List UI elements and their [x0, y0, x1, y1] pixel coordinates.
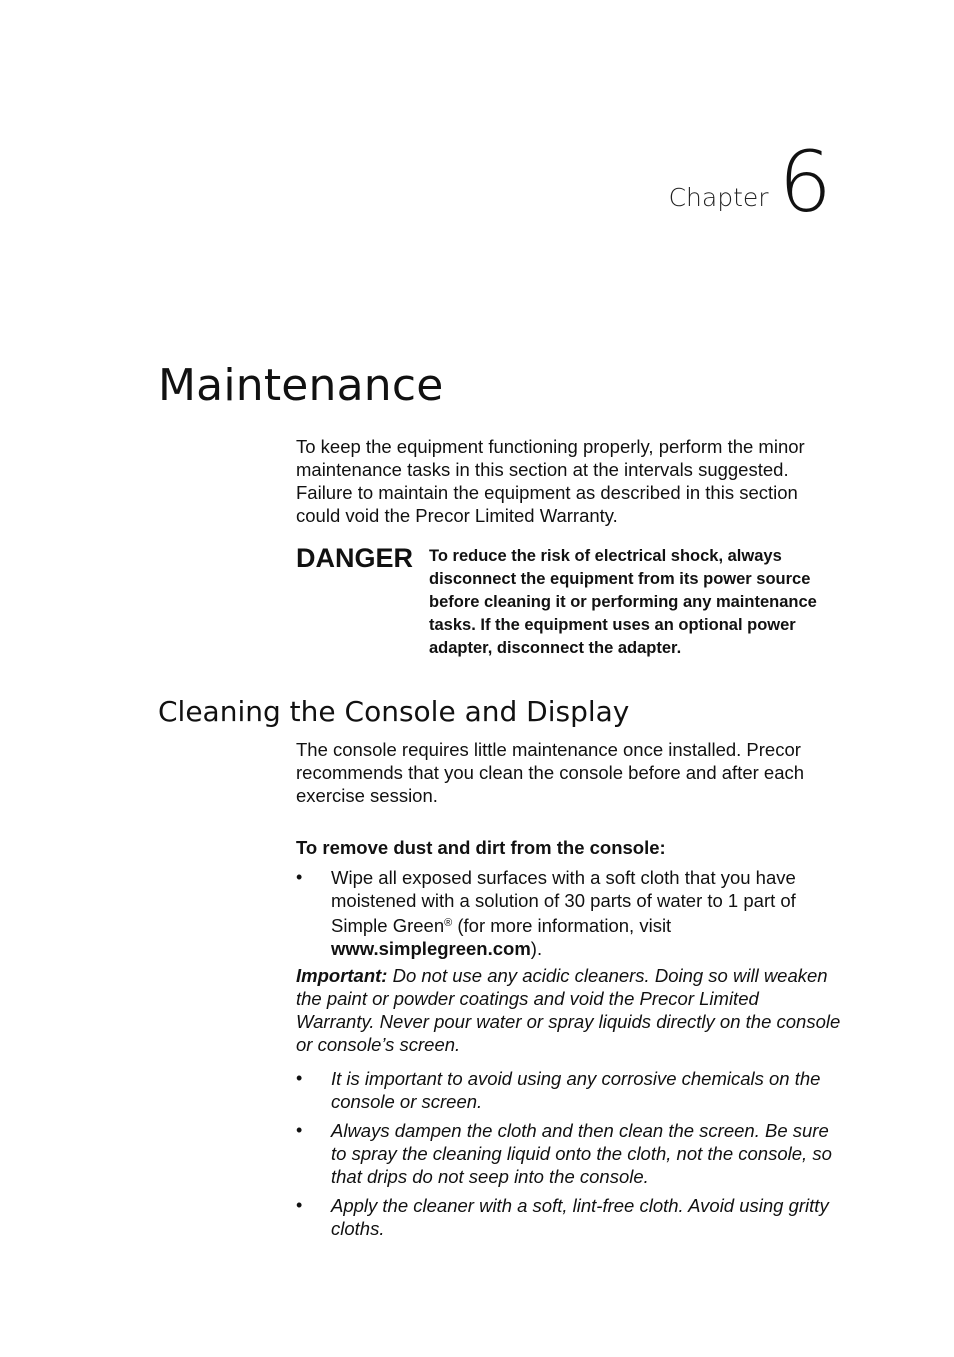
danger-notice	[296, 543, 841, 660]
console-intro-paragraph: The console requires little maintenance once installed. Precor recommends that you clean the console before and after each exercise session.	[296, 739, 805, 806]
bullet-text-b: (for more information, visit	[452, 915, 672, 936]
chapter-number: 6	[778, 133, 832, 231]
bullet-icon: •	[296, 1068, 303, 1088]
bullet-text-c: ).	[530, 938, 543, 959]
procedure-heading: To remove dust and dirt from the console:	[296, 837, 666, 858]
bullet-icon: •	[296, 867, 303, 887]
danger-text: To reduce the risk of electrical shock, always disconnect the equipment from its power source before cleaning it or performing any maintenance tasks. If the equipment uses an optional power adapter, disconnect the adapter.	[429, 547, 817, 657]
list-item	[296, 1194, 841, 1240]
bullet-icon: •	[296, 1195, 303, 1215]
list-item	[296, 1119, 841, 1188]
important-text: Do not use any acidic cleaners. Doing so will weaken the paint or powder coatings and void the Precor Limited Warranty. Never pour water or spray liquids directly on the console or console’s screen.	[296, 965, 841, 1055]
chapter-heading	[668, 133, 832, 231]
bullet-text-a: Wipe all exposed surfaces with a soft cloth that you have moistened with a solution of 30 parts of water to 1 part of Simple Green	[331, 867, 796, 936]
list-item	[296, 866, 841, 960]
chapter-word: Chapter	[668, 183, 769, 212]
important-label: Important:	[296, 965, 388, 986]
tip-text: It is important to avoid using any corrosive chemicals on the console or screen.	[331, 1068, 821, 1112]
tip-text: Always dampen the cloth and then clean the screen. Be sure to spray the cleaning liquid onto the cloth, not the console, so that drips do not seep into the console.	[331, 1120, 832, 1187]
cleaning-steps-list	[296, 866, 841, 966]
cleaning-tips-list	[296, 1067, 841, 1246]
list-item	[296, 1067, 841, 1113]
danger-label: DANGER	[296, 543, 414, 573]
registered-mark: ®	[444, 917, 453, 929]
bullet-icon: •	[296, 1120, 303, 1140]
page-title: Maintenance	[158, 360, 444, 411]
section-title: Cleaning the Console and Display	[158, 695, 630, 728]
intro-paragraph: To keep the equipment functioning properly, perform the minor maintenance tasks in this section at the intervals suggested. Failure to maintain the equipment as described in this section could void the Precor Limited Warranty.	[296, 436, 805, 526]
important-note	[296, 964, 841, 1056]
simplegreen-link[interactable]: www.simplegreen.com	[331, 938, 531, 959]
tip-text: Apply the cleaner with a soft, lint-free cloth. Avoid using gritty cloths.	[331, 1195, 829, 1239]
